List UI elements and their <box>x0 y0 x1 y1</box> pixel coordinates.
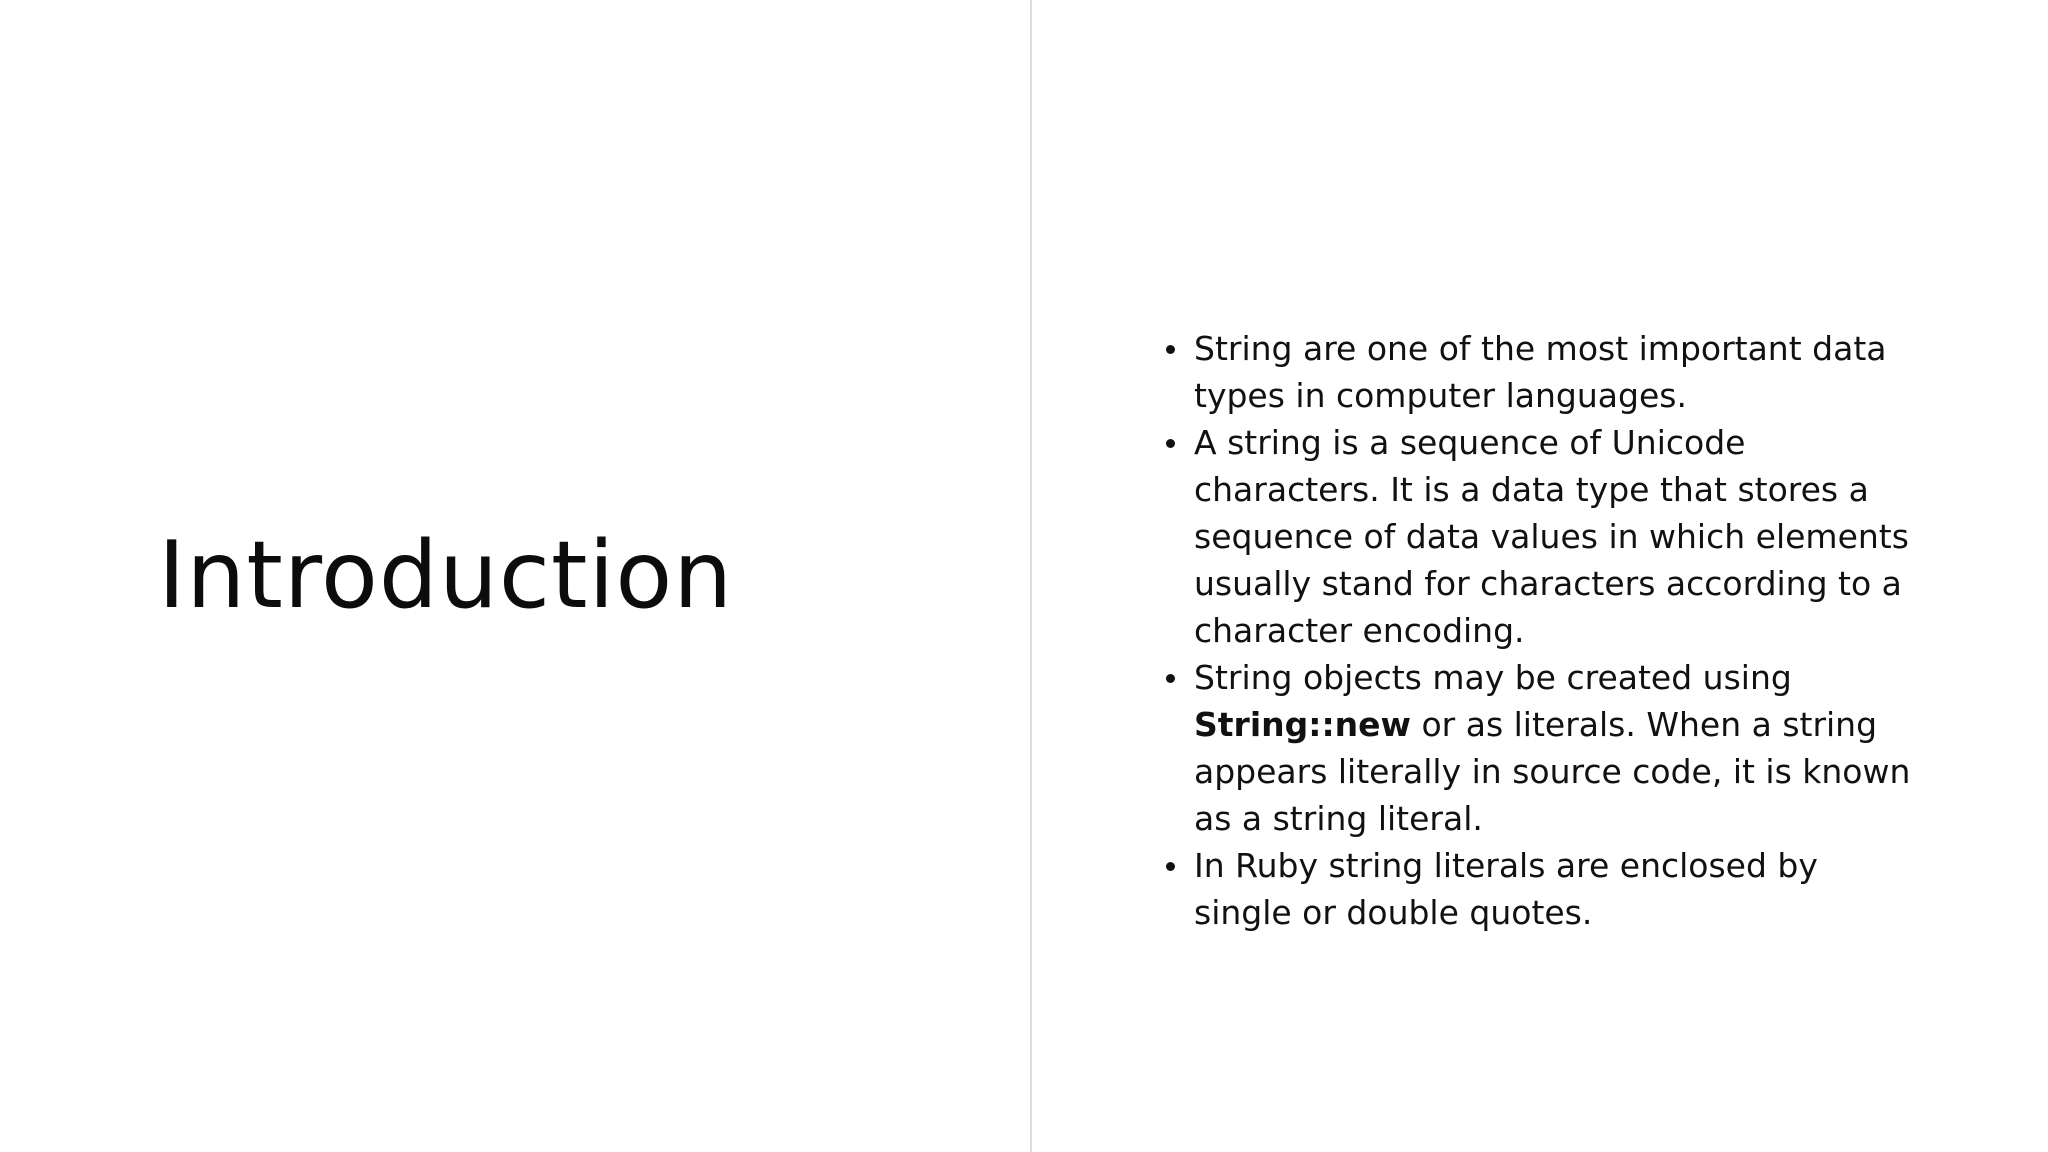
bullet-text: In Ruby string literals are enclosed by single or double quotes. <box>1194 846 1818 932</box>
bullet-list <box>1160 325 1920 936</box>
bullet-item <box>1160 419 1920 654</box>
bullet-dot-icon <box>1166 439 1175 448</box>
bullet-dot-icon <box>1166 862 1175 871</box>
bullet-item <box>1160 325 1920 419</box>
bullet-text-before: String objects may be created using <box>1194 658 1792 697</box>
bullet-code-term: String::new <box>1194 705 1411 744</box>
bullet-dot-icon <box>1166 345 1175 354</box>
bullet-dot-icon <box>1166 674 1175 683</box>
bullet-item <box>1160 654 1920 842</box>
vertical-divider <box>1030 0 1032 1152</box>
bullet-text: A string is a sequence of Unicode characters. It is a data type that stores a sequence of data values in which elements usually stand for characters according to a character encoding. <box>1194 423 1909 650</box>
bullet-item <box>1160 842 1920 936</box>
bullet-text-after: or as literals. When a string appears literally in source code, it is known as a string literal. <box>1194 705 1911 838</box>
slide-title: Introduction <box>158 521 734 629</box>
bullet-text: String are one of the most important data types in computer languages. <box>1194 329 1887 415</box>
